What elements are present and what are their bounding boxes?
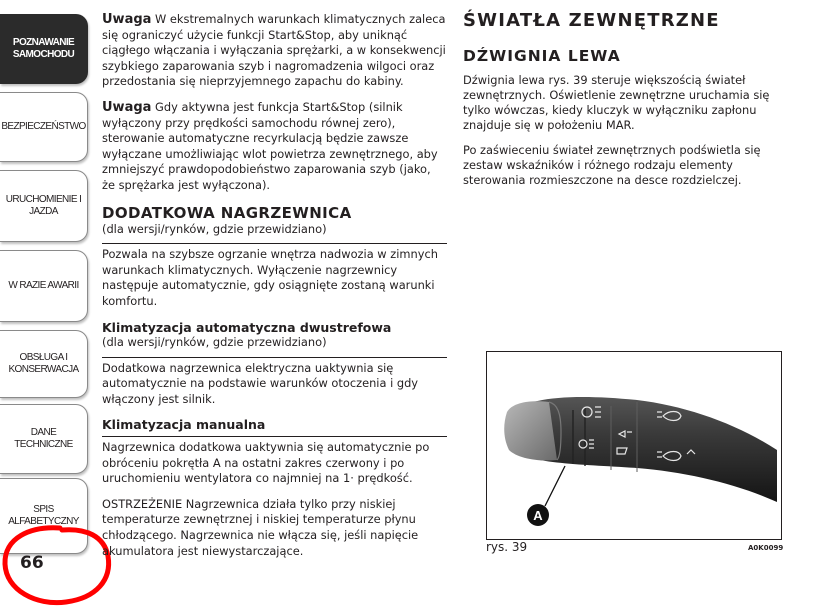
divider: [102, 357, 447, 358]
tab-bezpieczenstwo[interactable]: [0, 92, 88, 162]
paragraph: Dźwignia lewa rys. 39 steruje większością świateł zewnętrznych. Oświetlenie zewnętrzne uruchamia się tylko wówczas, kiedy kluczyk w wyłączniku zapłonu znajduje się w położeniu MAR.: [463, 73, 770, 132]
note-start-stop-2: [102, 100, 447, 194]
left-column: [102, 12, 447, 569]
note-start-stop-1: [102, 12, 447, 90]
note-text: W ekstremalnych warunkach klimatycznych zaleca się ograniczyć użycie funkcji Start&Stop, aby uniknąć ciągłego włączania i wyłączania sprężarki, a w konsekwencji szybkiego zaparowania szyb i nagromadzenia wilgoci oraz przedostania się nieprzyjemnego zapachu do kabiny.: [102, 12, 446, 89]
auto-climate-title: Klimatyzacja automatyczna dwustrefowa: [102, 319, 392, 335]
note-label: Uwaga: [102, 12, 152, 27]
section-subtitle: (dla wersji/rynków, gdzie przewidziano): [102, 221, 327, 236]
section-title: DODATKOWA NAGRZEWNICA: [102, 203, 352, 222]
figure-code: A0K0099: [748, 544, 784, 552]
tab-label: DANE TECHNICZNE: [14, 427, 73, 450]
tab-w-razie-awarii[interactable]: [0, 250, 88, 322]
tab-label: BEZPIECZEŃSTWO: [1, 121, 86, 132]
page-title: ŚWIATŁA ZEWNĘTRZNE: [463, 10, 720, 31]
tab-label: POZNAWANIE SAMOCHODU: [12, 37, 75, 60]
section-subtitle: DŹWIGNIA LEWA: [463, 47, 621, 65]
callout-a-line: [545, 466, 565, 506]
page-number: 66: [20, 553, 44, 573]
callout-a-label: A: [533, 508, 543, 523]
lever-tip: [504, 401, 557, 460]
section-text: Pozwala na szybsze ogrzanie wnętrza nadwozia w zimnych warunkach klimatycznych. Wyłączenie nagrzewnicy następuje automatycznie, gdy osiągnięte zostaną warunki komfortu.: [102, 247, 438, 308]
auto-climate-text: Dodatkowa nagrzewnica elektryczna uaktywnia się automatycznie na podstawie warunków otoczenia i gdy włączony jest silnik.: [102, 360, 419, 406]
tab-poznawanie-samochodu[interactable]: [0, 14, 88, 84]
right-column: [463, 10, 798, 198]
tab-label: URUCHOMIENIE I JAZDA: [5, 194, 82, 217]
warning: [102, 497, 447, 559]
warning-text: Nagrzewnica działa tylko przy niskiej temperaturze zewnętrznej i niskiej temperaturze płynu chłodzącego. Nagrzewnica nie włącza się, jeśli napięcie akumulatora jest niewystarczające.: [102, 496, 419, 558]
note-text: Gdy aktywna jest funkcja Start&Stop (silnik wyłączony przy prędkości samochodu równej zero), sterowanie automatyczne recyrkulacją będzie zawsze wyłączane umożliwiając wlot powietrza zewnętrznego, aby zmniejszyć prawdopodobieństwo zaparowania szyb (jako, że sprężarka jest wyłączona).: [102, 99, 438, 192]
divider: [102, 436, 447, 437]
paragraph: Po zaświeceniu świateł zewnętrznych podświetla się zestaw wskaźników i różnego rodzaju elementy sterowania rozmieszczone na desce rozdzielczej.: [463, 143, 761, 187]
tab-label: W RAZIE AWARII: [8, 280, 79, 291]
light-lever-illustration: [487, 352, 781, 539]
sidebar: [0, 0, 92, 611]
note-label: Uwaga: [102, 99, 152, 115]
tab-dane-techniczne[interactable]: [0, 404, 88, 474]
figure-caption: rys. 39: [486, 540, 528, 554]
lever-figure: [486, 351, 782, 540]
tab-label: SPIS ALFABETYCZNY: [8, 504, 79, 527]
manual-climate-text: Nagrzewnica dodatkowa uaktywnia się automatycznie po obróceniu pokrętła A na ostatni zakres czerwony i po uruchomieniu wentylatora co najmniej na 1· prędkość.: [102, 440, 430, 486]
tab-label: OBSŁUGA I KONSERWACJA: [8, 352, 79, 375]
warning-label: OSTRZEŻENIE: [102, 496, 183, 511]
divider: [102, 243, 447, 244]
tab-uruchomienie-i-jazda[interactable]: [0, 170, 88, 242]
tab-obsluga-i-konserwacja[interactable]: [0, 330, 88, 398]
auto-climate-subtitle: (dla wersji/rynków, gdzie przewidziano): [102, 335, 327, 350]
tab-spis-alfabetyczny[interactable]: [0, 478, 88, 554]
manual-climate-title: Klimatyzacja manualna: [102, 417, 266, 433]
